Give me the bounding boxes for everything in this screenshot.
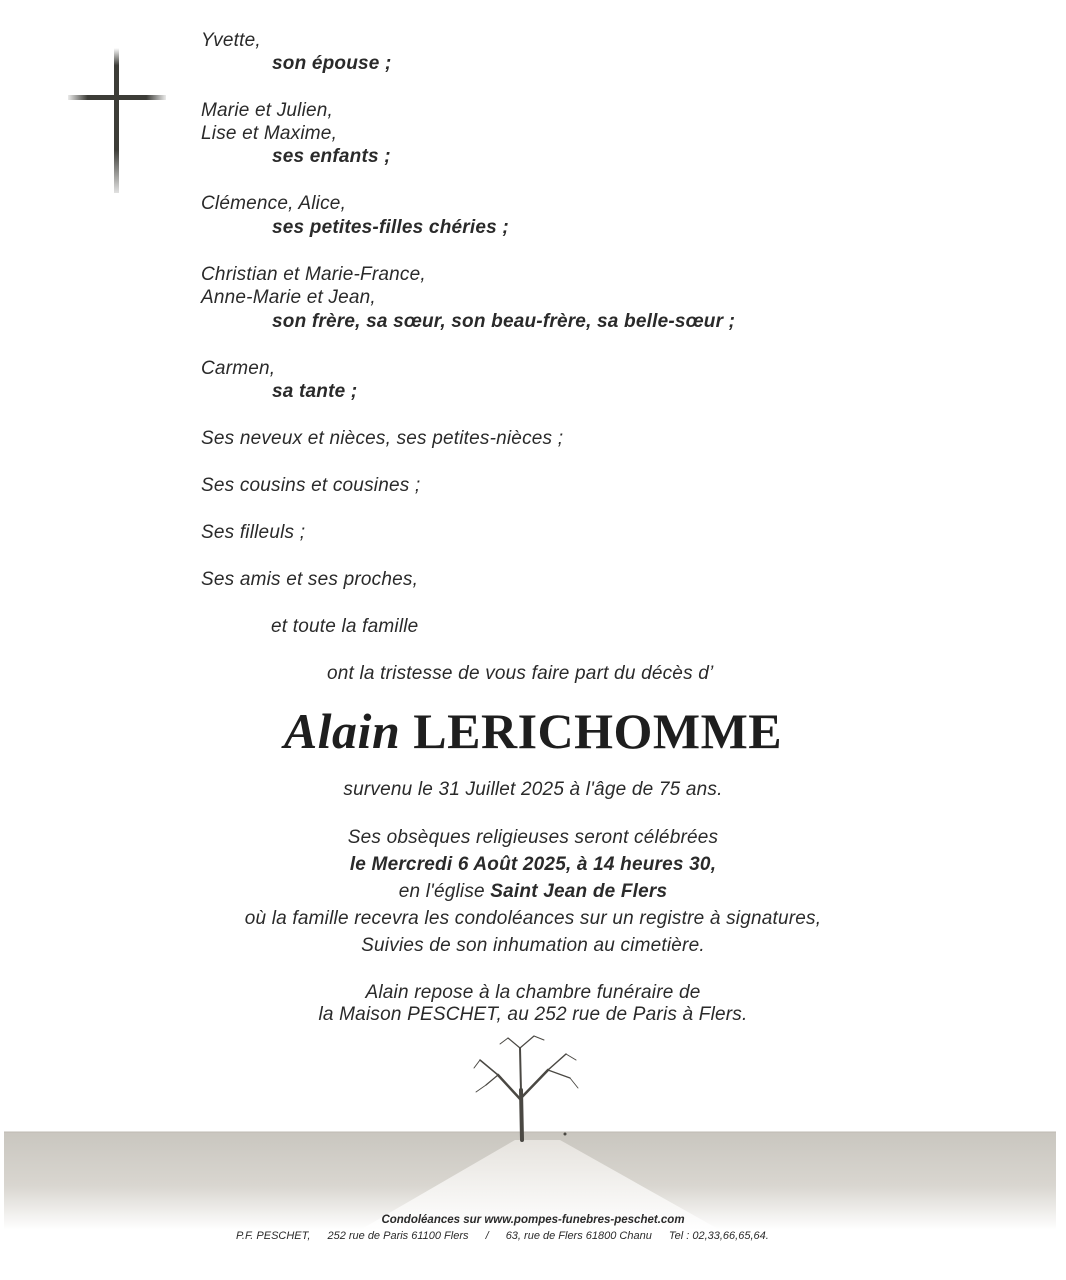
funeral-line-5: Suivies de son inhumation au cimetière. [361,935,705,956]
funeral-date: le Mercredi 6 Août 2025, à 14 heures 30, [349,854,717,875]
whole-family-line: et toute la famille [271,616,419,637]
family-name-line: Anne-Marie et Jean, [201,287,376,308]
family-relation: son frère, sa sœur, son beau-frère, sa belle-sœur ; [272,311,736,332]
cross-icon [68,48,166,196]
tree-icon [474,1036,578,1140]
rest-line-1: Alain repose à la chambre funéraire de [365,982,701,1003]
deceased-first-name: Alain [283,703,401,759]
condolences-line: Condoléances sur www.pompes-funebres-peschet.com [381,1214,685,1226]
telephone: Tel : 02,33,66,65,64. [668,1230,769,1242]
family-name-line: Marie et Julien, [201,100,334,121]
family-relation: ses petites-filles chéries ; [272,217,509,238]
church-prefix: en l'église [398,881,485,902]
funeral-line-1: Ses obsèques religieuses seront célébrées [347,827,719,848]
family-name-line: Carmen, [201,358,276,379]
landscape-tree-image [0,1030,1066,1230]
other-relatives-line: Ses cousins et cousines ; [201,475,421,496]
family-name-line: Yvette, [201,30,261,51]
family-relation: son épouse ; [272,53,392,74]
other-relatives-line: Ses neveux et nièces, ses petites-nièces ; [201,428,564,449]
address-chanu: 63, rue de Flers 61800 Chanu [505,1230,652,1242]
funeral-line-4: où la famille recevra les condoléances sur un registre à signatures, [244,908,822,929]
family-relation: ses enfants ; [272,146,391,167]
company-name: P.F. PESCHET, [236,1230,311,1242]
funeral-church-line [0,880,1066,903]
family-name-line: Lise et Maxime, [201,123,338,144]
address-separator: / [485,1230,489,1242]
death-info: survenu le 31 Juillet 2025 à l'âge de 75 ans. [343,779,723,800]
company-address-line [236,1230,783,1242]
deceased-name [0,702,1066,760]
other-relatives-line: Ses amis et ses proches, [201,569,419,590]
other-relatives-line: Ses filleuls ; [201,522,306,543]
church-name: Saint Jean de Flers [490,881,668,902]
announcement-line: ont la tristesse de vous faire part du décès d’ [327,663,714,684]
family-name-line: Clémence, Alice, [201,193,347,214]
family-relation: sa tante ; [272,381,358,402]
rest-line-2: la Maison PESCHET, au 252 rue de Paris à Flers. [318,1004,748,1025]
deceased-last-name: LERICHOMME [413,703,783,759]
address-flers: 252 rue de Paris 61100 Flers [327,1230,469,1242]
family-name-line: Christian et Marie-France, [201,264,426,285]
